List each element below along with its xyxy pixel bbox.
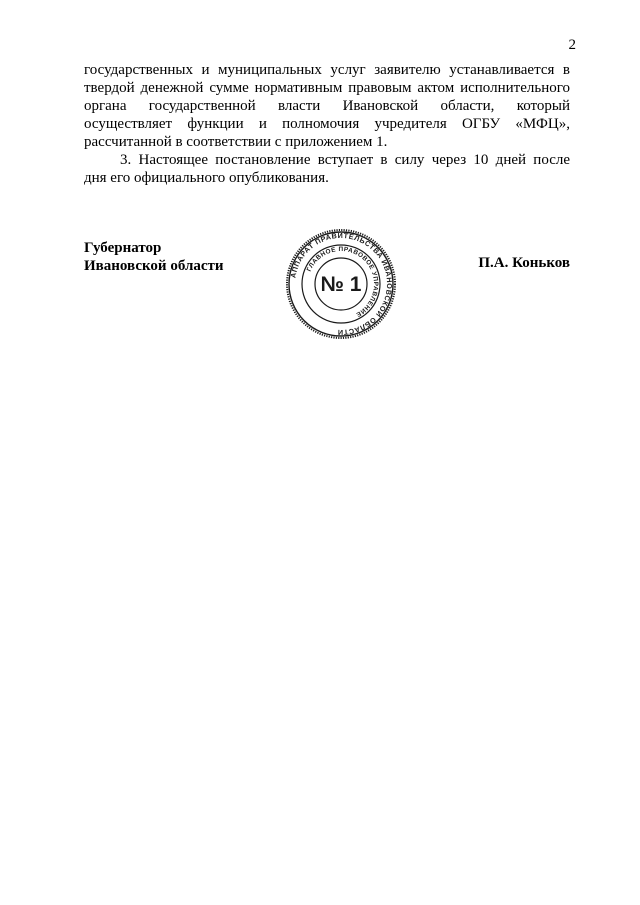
paragraph-line: осуществляет функции и полномочия учредителя ОГБУ «МФЦ», — [84, 116, 570, 132]
document-body — [84, 61, 570, 187]
official-seal — [285, 228, 397, 340]
signer-name: П.А. Коньков — [478, 255, 570, 271]
seal-icon — [285, 228, 397, 340]
signature-position-line-2: Ивановской области — [84, 258, 224, 274]
paragraph-line: 3. Настоящее постановление вступает в силу через 10 дней после — [120, 152, 570, 168]
seal-number: № 1 — [320, 273, 362, 296]
signature-position-line-1: Губернатор — [84, 240, 162, 256]
seal-inner-text: ГЛАВНОЕ ПРАВОВОЕ УПРАВЛЕНИЕ — [305, 245, 380, 319]
signature-position — [84, 239, 224, 275]
paragraph-line: государственных и муниципальных услуг заявителю устанавливается в — [84, 62, 570, 78]
seal-outer-text: АППАРАТ ПРАВИТЕЛЬСТВА ИВАНОВСКОЙ ОБЛАСТИ — [288, 230, 395, 338]
paragraph-line: твердой денежной сумме нормативным правовым актом исполнительного — [84, 80, 570, 96]
paragraph-line: органа государственной власти Ивановской области, который — [84, 98, 570, 114]
page-number: 2 — [568, 37, 576, 53]
paragraph-line: рассчитанной в соответствии с приложением 1. — [84, 134, 388, 150]
paragraph-line: дня его официального опубликования. — [84, 170, 329, 186]
